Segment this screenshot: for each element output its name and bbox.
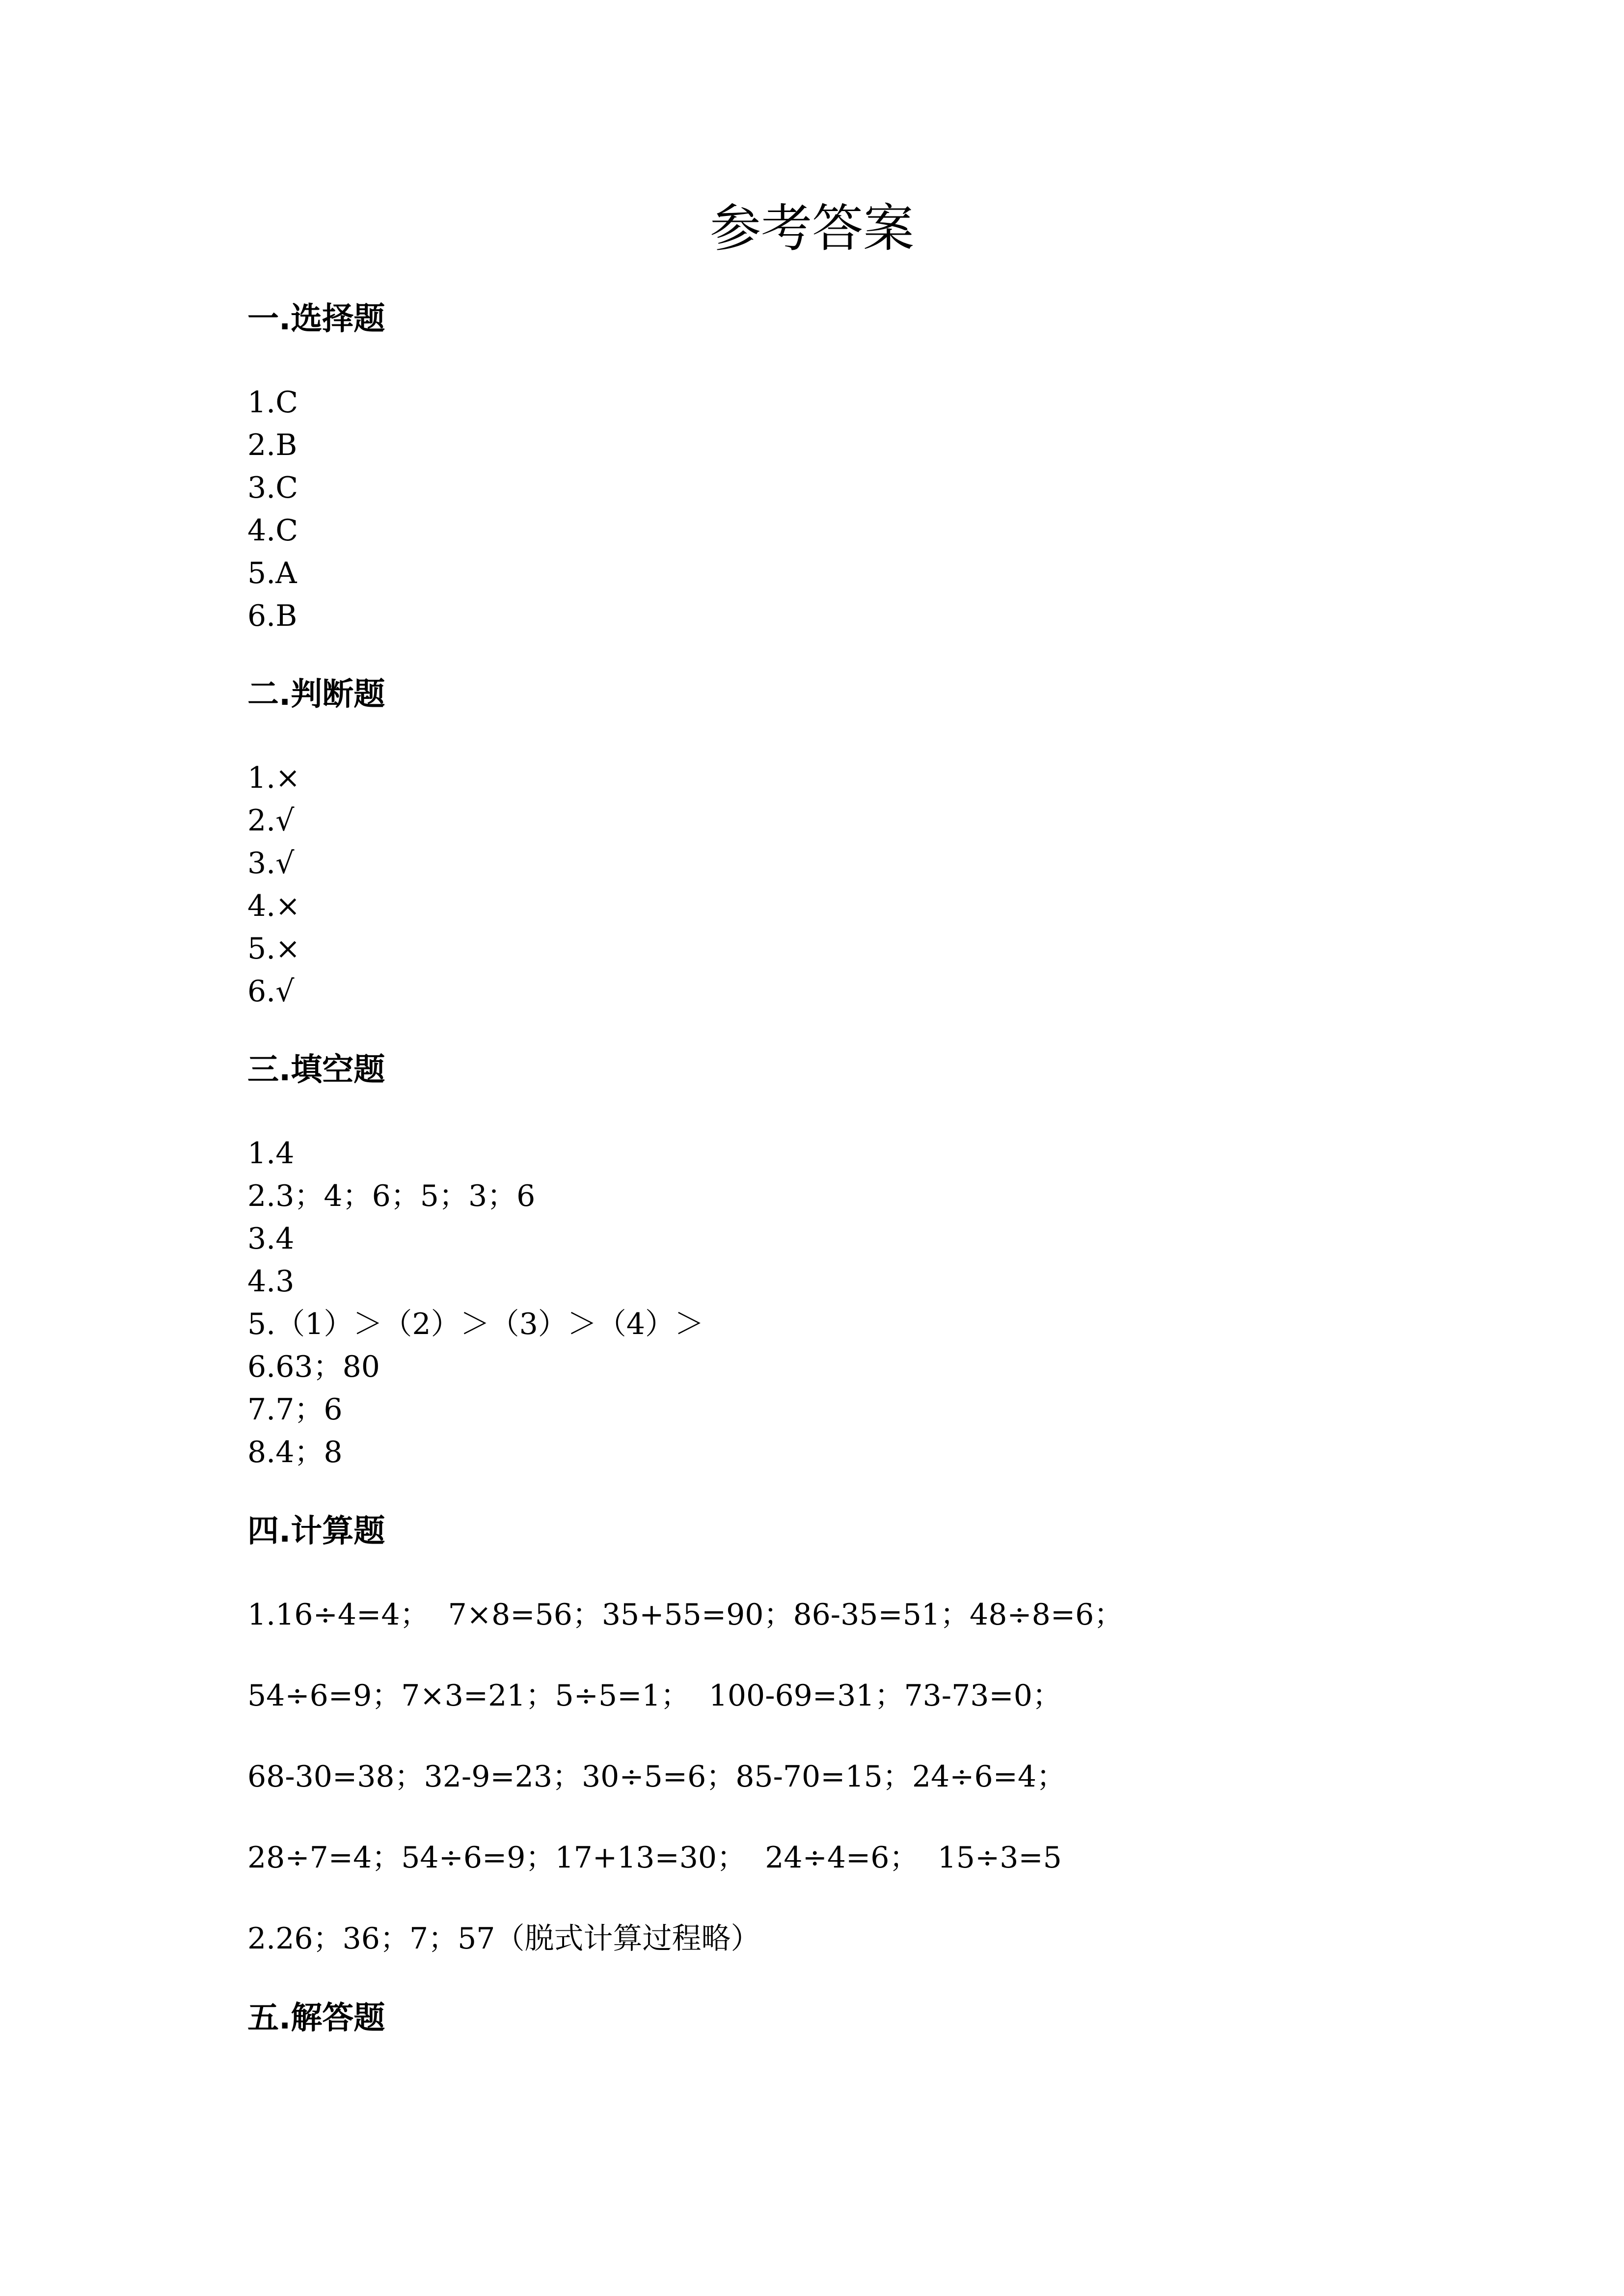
answer-line: 3.4 [247, 1222, 295, 1256]
answer-line: 3.C [247, 471, 298, 505]
answer-line: 6.63；80 [247, 1350, 380, 1384]
section-heading: 四.计算题 [247, 1513, 385, 1549]
answer-line: 7.7；6 [247, 1392, 343, 1427]
answer-line: 4.× [247, 889, 300, 923]
answer-line: 1.16÷4=4； 7×8=56；35+55=90；86-35=51；48÷8=6； [247, 1598, 1124, 1632]
answer-line: 8.4；8 [247, 1435, 343, 1469]
answer-line: 4.C [247, 513, 298, 548]
answer-line: 5.（1）＞（2）＞（3）＞（4）＞ [247, 1307, 704, 1341]
answer-line: 1.× [247, 761, 300, 795]
section-heading: 二.判断题 [247, 676, 385, 713]
answer-line: 6.B [247, 599, 298, 633]
page-title: 参考答案 [709, 198, 914, 258]
answer-line: 2.√ [247, 803, 295, 838]
answer-line: 68-30=38；32-9=23；30÷5=6；85-70=15；24÷6=4； [247, 1760, 1066, 1794]
answer-line: 5.× [247, 932, 300, 966]
answer-line: 2.3；4；6；5；3；6 [247, 1179, 536, 1213]
answer-line: 54÷6=9；7×3=21；5÷5=1； 100-69=31；73-73=0； [247, 1679, 1062, 1713]
section-heading: 一.选择题 [247, 301, 385, 337]
answer-line: 28÷7=4；54÷6=9；17+13=30； 24÷4=6； 15÷3=5 [247, 1841, 1062, 1875]
answer-line: 4.3 [247, 1264, 295, 1299]
answer-line: 6.√ [247, 974, 295, 1009]
answer-line: 3.√ [247, 846, 295, 881]
answer-line: 2.B [247, 428, 298, 462]
section-heading: 五.解答题 [247, 2000, 385, 2036]
answer-line: 5.A [247, 556, 297, 590]
answer-line: 1.4 [247, 1136, 295, 1171]
section-heading: 三.填空题 [247, 1052, 385, 1088]
answer-line: 2.26；36；7；57（脱式计算过程略） [247, 1922, 760, 1956]
answer-line: 1.C [247, 385, 298, 420]
